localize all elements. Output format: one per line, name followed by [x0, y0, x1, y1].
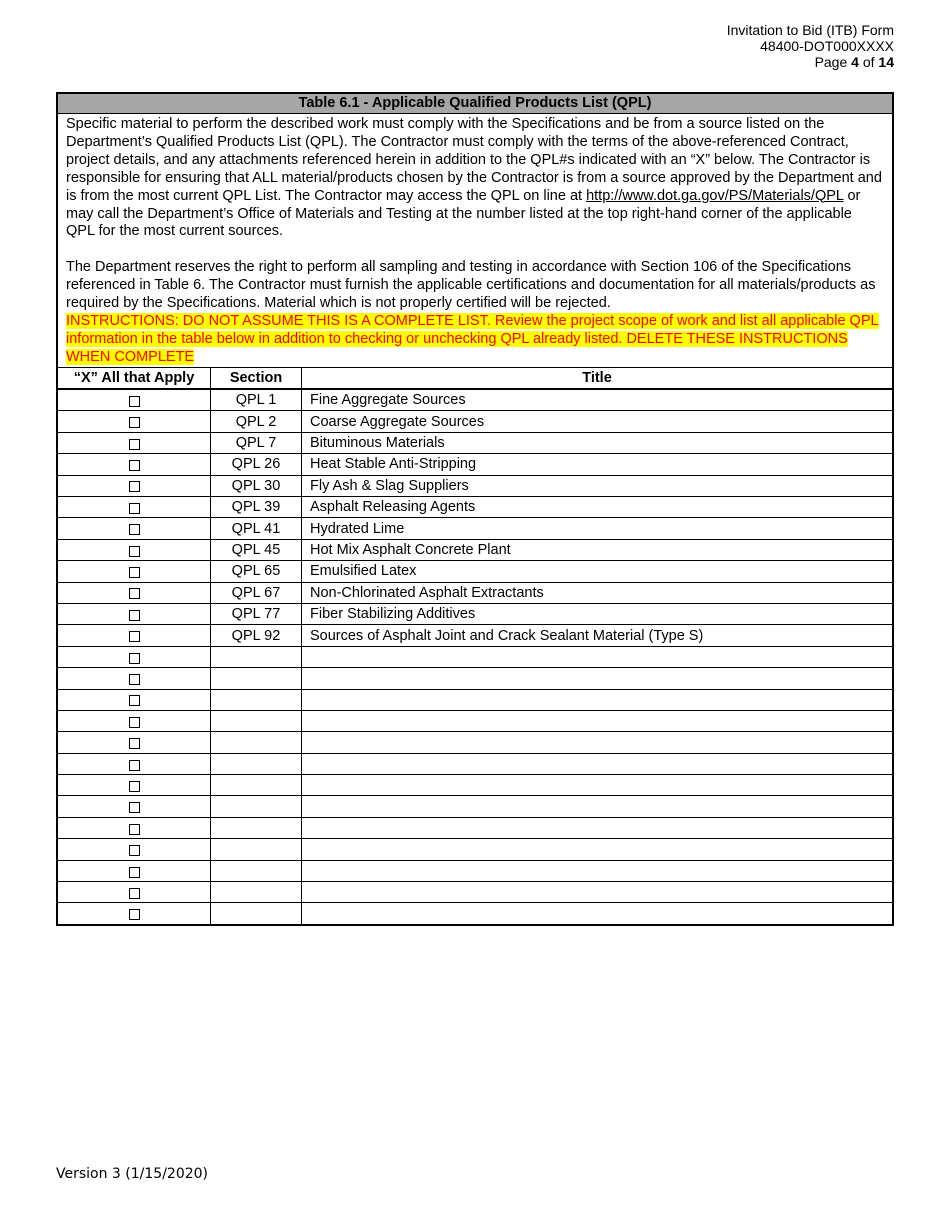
page-indicator	[727, 54, 894, 70]
apply-checkbox[interactable]	[129, 481, 140, 492]
section-cell: QPL 77	[211, 603, 302, 624]
section-cell: QPL 39	[211, 497, 302, 518]
apply-checkbox[interactable]	[129, 524, 140, 535]
apply-checkbox[interactable]	[129, 717, 140, 728]
intro-text-1a: Specific material to perform the described work must comply with the Specifications and be from a source listed on the Department’s Qualified Products List (QPL). The Contractor must comply with the terms of the above-referenced Contract, project details, and any attachments referenced herein in addition to the QPL#s indicated with an “X” below. The Contractor is responsible for ensuring that ALL material/products chosen by the Contractor is from a source approved by the Department and is from the most current QPL List. The Contractor may access the QPL on line at	[66, 116, 882, 204]
section-cell: QPL 7	[211, 432, 302, 453]
apply-cell	[58, 603, 211, 624]
apply-checkbox[interactable]	[129, 610, 140, 621]
apply-checkbox[interactable]	[129, 760, 140, 771]
section-cell	[211, 732, 302, 753]
table-row	[58, 518, 892, 539]
apply-cell	[58, 817, 211, 838]
title-cell	[302, 732, 893, 753]
apply-cell	[58, 411, 211, 432]
intro-paragraph-1	[66, 116, 884, 241]
section-cell	[211, 775, 302, 796]
section-cell: QPL 67	[211, 582, 302, 603]
apply-cell	[58, 389, 211, 411]
apply-cell	[58, 710, 211, 731]
page-header	[727, 22, 894, 70]
table-intro	[58, 114, 892, 368]
title-cell	[302, 882, 893, 903]
intro-text-1b: or may call the Department’s Office of Materials and Testing at the number listed at the top right-hand corner of the applicable QPL for the most current sources.	[66, 187, 861, 240]
title-cell	[302, 710, 893, 731]
qpl-link[interactable]: http://www.dot.ga.gov/PS/Materials/QPL	[586, 187, 844, 204]
apply-cell	[58, 454, 211, 475]
apply-checkbox[interactable]	[129, 909, 140, 920]
apply-checkbox[interactable]	[129, 631, 140, 642]
page-total: 14	[878, 54, 894, 70]
title-cell	[302, 796, 893, 817]
apply-cell	[58, 903, 211, 924]
apply-checkbox[interactable]	[129, 674, 140, 685]
table-row	[58, 411, 892, 432]
section-cell: QPL 30	[211, 475, 302, 496]
table-row	[58, 582, 892, 603]
table-row	[58, 689, 892, 710]
title-cell: Sources of Asphalt Joint and Crack Sealant Material (Type S)	[302, 625, 893, 646]
section-cell	[211, 796, 302, 817]
title-cell: Bituminous Materials	[302, 432, 893, 453]
table-row	[58, 732, 892, 753]
title-cell: Asphalt Releasing Agents	[302, 497, 893, 518]
title-cell: Fiber Stabilizing Additives	[302, 603, 893, 624]
table-row	[58, 775, 892, 796]
apply-cell	[58, 775, 211, 796]
intro-paragraph-2	[66, 259, 884, 366]
apply-checkbox[interactable]	[129, 695, 140, 706]
page-prefix: Page	[814, 54, 848, 70]
table-title: Table 6.1 - Applicable Qualified Products List (QPL)	[58, 94, 892, 114]
apply-checkbox[interactable]	[129, 546, 140, 557]
table-row	[58, 796, 892, 817]
table-row	[58, 817, 892, 838]
apply-checkbox[interactable]	[129, 460, 140, 471]
table-row	[58, 389, 892, 411]
title-cell: Emulsified Latex	[302, 561, 893, 582]
title-cell	[302, 646, 893, 667]
table-row	[58, 839, 892, 860]
apply-checkbox[interactable]	[129, 588, 140, 599]
section-cell	[211, 753, 302, 774]
apply-checkbox[interactable]	[129, 845, 140, 856]
table-row	[58, 882, 892, 903]
table-row	[58, 561, 892, 582]
section-cell	[211, 689, 302, 710]
column-header-apply: “X” All that Apply	[58, 368, 211, 389]
apply-checkbox[interactable]	[129, 802, 140, 813]
apply-checkbox[interactable]	[129, 653, 140, 664]
apply-cell	[58, 732, 211, 753]
apply-checkbox[interactable]	[129, 824, 140, 835]
title-cell	[302, 775, 893, 796]
apply-cell	[58, 646, 211, 667]
table-row	[58, 539, 892, 560]
section-cell	[211, 839, 302, 860]
form-title: Invitation to Bid (ITB) Form	[726, 22, 894, 38]
apply-cell	[58, 497, 211, 518]
apply-cell	[58, 561, 211, 582]
section-cell: QPL 45	[211, 539, 302, 560]
intro-text-2: The Department reserves the right to perform all sampling and testing in accordance with Section 106 of the Specifications referenced in Table 6. The Contractor must furnish the applicable certifications and documentation for all materials/products as required by the Specifications. Material which is not properly certified will be rejected.	[66, 259, 876, 312]
title-cell: Hydrated Lime	[302, 518, 893, 539]
table-row	[58, 903, 892, 924]
apply-cell	[58, 860, 211, 881]
qpl-grid	[58, 368, 892, 924]
apply-cell	[58, 518, 211, 539]
version-footer: Version 3 (1/15/2020)	[56, 1166, 208, 1182]
apply-cell	[58, 582, 211, 603]
apply-cell	[58, 539, 211, 560]
qpl-table	[56, 92, 894, 926]
title-cell: Heat Stable Anti-Stripping	[302, 454, 893, 475]
section-cell: QPL 1	[211, 389, 302, 411]
title-cell	[302, 668, 893, 689]
page-of: of	[862, 54, 875, 70]
apply-checkbox[interactable]	[129, 781, 140, 792]
title-cell	[302, 817, 893, 838]
title-cell: Non-Chlorinated Asphalt Extractants	[302, 582, 893, 603]
section-cell	[211, 710, 302, 731]
title-cell: Fly Ash & Slag Suppliers	[302, 475, 893, 496]
apply-checkbox[interactable]	[129, 439, 140, 450]
section-cell	[211, 882, 302, 903]
instructions-text: INSTRUCTIONS: DO NOT ASSUME THIS IS A COMPLETE LIST. Review the project scope of work and list all applicable QPL information in the table below in addition to checking or unchecking QPL already listed. DELETE THESE INSTRUCTIONS WHEN COMPLETE	[66, 312, 879, 365]
apply-cell	[58, 753, 211, 774]
apply-checkbox[interactable]	[129, 567, 140, 578]
table-row	[58, 454, 892, 475]
page-current: 4	[851, 54, 859, 70]
apply-checkbox[interactable]	[129, 888, 140, 899]
apply-checkbox[interactable]	[129, 503, 140, 514]
table-row	[58, 860, 892, 881]
section-cell: QPL 2	[211, 411, 302, 432]
section-cell	[211, 860, 302, 881]
section-cell: QPL 41	[211, 518, 302, 539]
section-cell	[211, 646, 302, 667]
section-cell: QPL 92	[211, 625, 302, 646]
section-cell: QPL 65	[211, 561, 302, 582]
apply-cell	[58, 882, 211, 903]
table-row	[58, 603, 892, 624]
title-cell	[302, 860, 893, 881]
table-row	[58, 475, 892, 496]
title-cell	[302, 689, 893, 710]
apply-checkbox[interactable]	[129, 738, 140, 749]
column-header-section: Section	[211, 368, 302, 389]
title-cell	[302, 903, 893, 924]
table-body	[58, 389, 892, 924]
section-cell: QPL 26	[211, 454, 302, 475]
section-cell	[211, 817, 302, 838]
table-row	[58, 753, 892, 774]
title-cell	[302, 839, 893, 860]
apply-cell	[58, 839, 211, 860]
apply-checkbox[interactable]	[129, 867, 140, 878]
section-cell	[211, 903, 302, 924]
apply-checkbox[interactable]	[129, 396, 140, 407]
table-row	[58, 625, 892, 646]
apply-cell	[58, 689, 211, 710]
table-row	[58, 432, 892, 453]
title-cell: Coarse Aggregate Sources	[302, 411, 893, 432]
title-cell	[302, 753, 893, 774]
table-header-row	[58, 368, 892, 389]
apply-cell	[58, 625, 211, 646]
apply-cell	[58, 475, 211, 496]
table-row	[58, 710, 892, 731]
title-cell: Hot Mix Asphalt Concrete Plant	[302, 539, 893, 560]
table-row	[58, 646, 892, 667]
form-number: 48400-DOT000XXXX	[760, 38, 894, 54]
apply-checkbox[interactable]	[129, 417, 140, 428]
apply-cell	[58, 668, 211, 689]
column-header-title: Title	[302, 368, 893, 389]
table-row	[58, 668, 892, 689]
section-cell	[211, 668, 302, 689]
table-row	[58, 497, 892, 518]
apply-cell	[58, 796, 211, 817]
title-cell: Fine Aggregate Sources	[302, 389, 893, 411]
apply-cell	[58, 432, 211, 453]
